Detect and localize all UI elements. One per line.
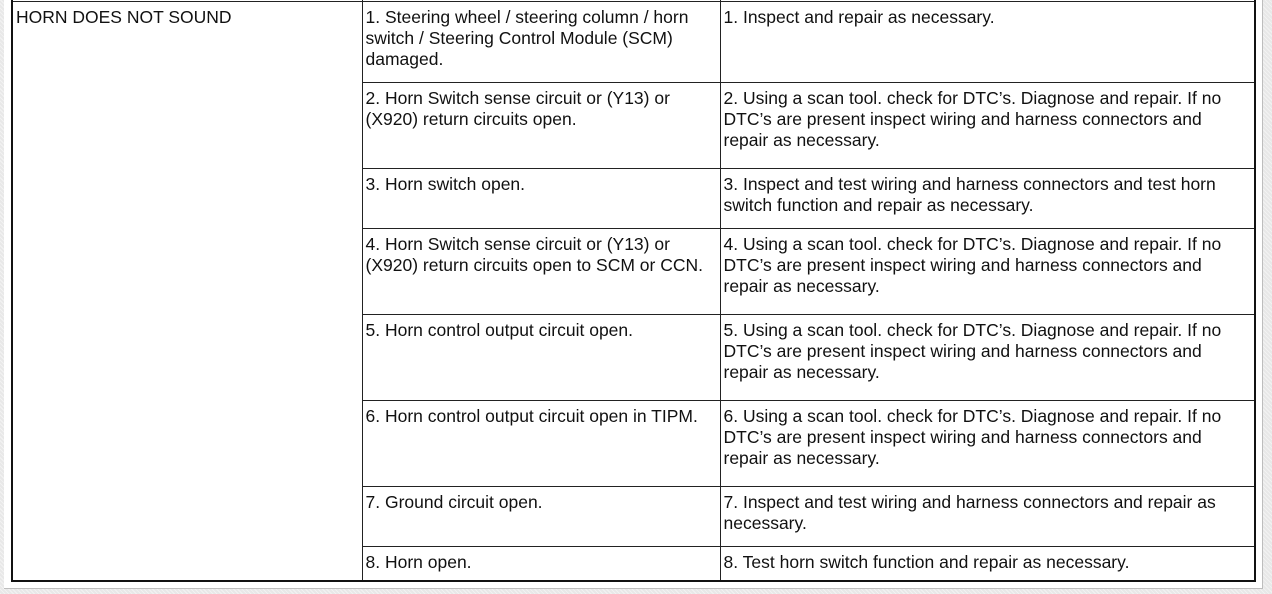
diagnosis-table [11, 0, 1256, 582]
cause-cell: 3. Horn switch open. [362, 169, 720, 229]
correction-cell: 3. Inspect and test wiring and harness connectors and test horn switch function and repair as necessary. [720, 169, 1255, 229]
cause-cell: 8. Horn open. [362, 547, 720, 581]
document-frame [4, 0, 1263, 589]
correction-cell: 7. Inspect and test wiring and harness connectors and repair as necessary. [720, 487, 1255, 547]
cause-cell: 7. Ground circuit open. [362, 487, 720, 547]
cause-cell: 2. Horn Switch sense circuit or (Y13) or (X920) return circuits open. [362, 83, 720, 169]
table-row [12, 2, 1255, 83]
correction-cell: 8. Test horn switch function and repair as necessary. [720, 547, 1255, 581]
correction-cell: 1. Inspect and repair as necessary. [720, 2, 1255, 83]
correction-cell: 4. Using a scan tool. check for DTC’s. Diagnose and repair. If no DTC’s are present inspect wiring and harness connectors and repair as necessary. [720, 229, 1255, 315]
cause-cell: 4. Horn Switch sense circuit or (Y13) or (X920) return circuits open to SCM or CCN. [362, 229, 720, 315]
correction-cell: 5. Using a scan tool. check for DTC’s. Diagnose and repair. If no DTC’s are present inspect wiring and harness connectors and repair as necessary. [720, 315, 1255, 401]
cause-cell: 6. Horn control output circuit open in TIPM. [362, 401, 720, 487]
correction-cell: 6. Using a scan tool. check for DTC’s. Diagnose and repair. If no DTC’s are present inspect wiring and harness connectors and repair as necessary. [720, 401, 1255, 487]
correction-cell: 2. Using a scan tool. check for DTC’s. Diagnose and repair. If no DTC’s are present inspect wiring and harness connectors and repair as necessary. [720, 83, 1255, 169]
cause-cell: 1. Steering wheel / steering column / horn switch / Steering Control Module (SCM) damaged. [362, 2, 720, 83]
symptom-cell: HORN DOES NOT SOUND [12, 2, 362, 581]
cause-cell: 5. Horn control output circuit open. [362, 315, 720, 401]
